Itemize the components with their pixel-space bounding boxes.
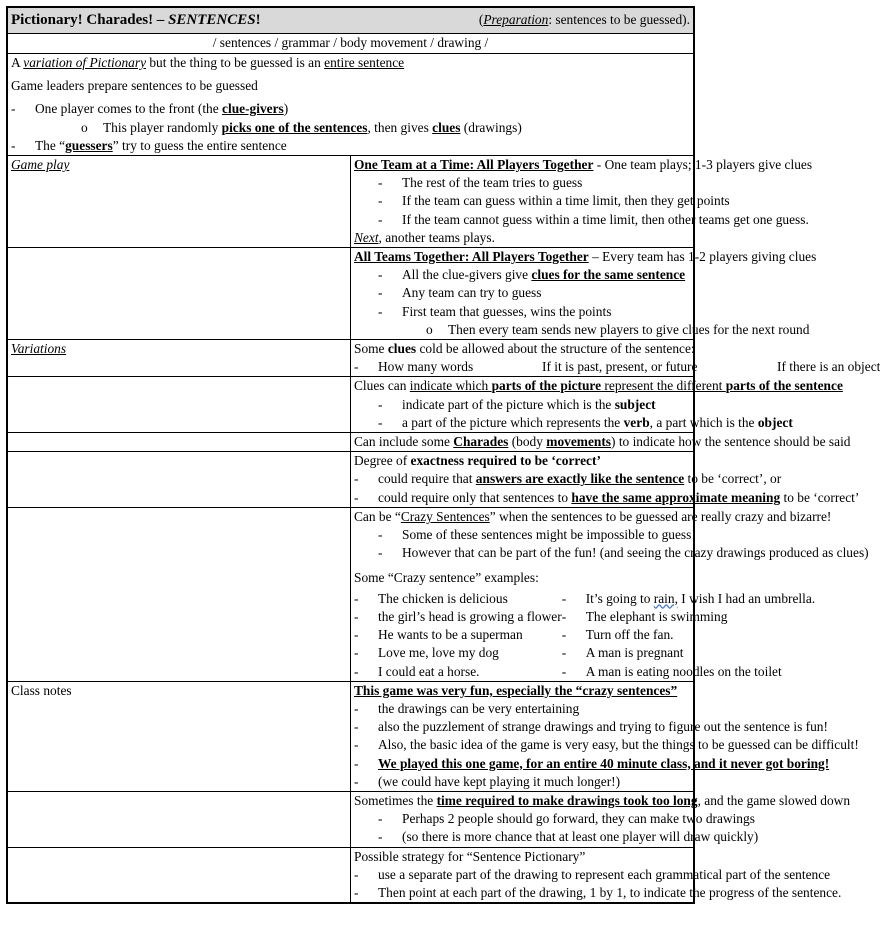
class-notes-label: Class notes (8, 681, 351, 791)
preparation-note: (Preparation: sentences to be guessed). (478, 12, 690, 27)
class-notes-fun: This game was very fun, especially the “crazy sentences” - the drawings can be very entertaining - also the puzzlement of strange drawings and trying to figure out the sentence is fun! - Also, the basic idea of the game is very easy, but the things to be guessed can be difficult! - We played this one game, for an entire 40 minute class, and it never got boring! - (we could have kept playing it much longer!) (351, 681, 694, 791)
list-item: - The elephant is swimming (561, 608, 728, 624)
list-item: - It’s going to rain, I wish I had an umbrella. (561, 590, 816, 606)
list-item: - Love me, love my dog (354, 645, 499, 661)
variation-charades: Can include some Charades (body movements) to indicate how the sentence should be said (351, 433, 694, 452)
variation-clues-structure: Some clues cold be allowed about the structure of the sentence: - How many words If it is past, present, or future If there is an object (351, 340, 694, 377)
document (6, 6, 880, 904)
class-notes-timing: Sometimes the time required to make drawings took too long, and the game slowed down - Perhaps 2 people should go forward, they can make two drawings - (so there is more chance that at least one player will draw quickly) (351, 791, 694, 847)
list-item: - the girl’s head is growing a flower (354, 608, 562, 624)
gameplay-label: Game play (8, 156, 351, 248)
class-notes-strategy: Possible strategy for “Sentence Pictionary” - use a separate part of the drawing to represent each grammatical part of the sentence - Then point at each part of the drawing, 1 by 1, to indicate the progress of the sentence. (351, 847, 694, 903)
list-item: - A man is eating noodles on the toilet (561, 663, 782, 679)
crazy-examples (354, 590, 816, 681)
tags-row: / sentences / grammar / body movement / drawing / (8, 34, 694, 54)
list-item: - He wants to be a superman (354, 627, 523, 643)
variation-picture-parts: Clues can indicate which parts of the picture represent the different parts of the sentence - indicate part of the picture which is the subject - a part of the picture which represents the verb, a part which is the object (351, 377, 694, 433)
list-item: - A man is pregnant (561, 645, 684, 661)
variations-label: Variations (8, 340, 351, 377)
variation-exactness: Degree of exactness required to be ‘correct’ - could require that answers are exactly like the sentence to be ‘correct’, or - could require only that sentences to have the same approximate meaning to be ‘correct’ (351, 452, 694, 508)
lesson-table (7, 7, 880, 903)
title-bar (8, 8, 694, 34)
list-item: - The chicken is delicious (354, 590, 508, 606)
variation-crazy-sentences: Can be “Crazy Sentences” when the sentences to be guessed are really crazy and bizarre! - Some of these sentences might be impossible to guess! - However that can be part of the fun! (and seeing the crazy drawings produced as clues) Some “Crazy sentence” examples: - The chicken is delicious - the girl’s head is growing a flower - He wants to be a superman - Love me, love my dog - I could eat a horse. - It’s going to rain, I wish I had an umbrella. - The elephant is swimming - Turn off the fan. - A man is pregnant - A man is eating noodles on the toilet (351, 507, 694, 681)
gameplay-one-team: One Team at a Time: All Players Together - One team plays; 1-3 players give clues - The rest of the team tries to guess - If the team can guess within a time limit, then they get points - If the team cannot guess within a time limit, then other teams get one guess. Next, another teams plays. (351, 156, 694, 248)
page-title: Pictionary! Charades! – SENTENCES! (11, 12, 261, 28)
gameplay-all-teams: All Teams Together: All Players Together – Every team has 1-2 players giving clues - All the clue-givers give clues for the same sentence - Any team can try to guess - First team that guesses, wins the points o Then every team sends new players to give clues for the next round (351, 248, 694, 340)
intro-section: A variation of Pictionary but the thing to be guessed is an entire sentence Game leaders prepare sentences to be guessed - One player comes to the front (the clue-givers) o This player randomly picks one of the sentences, then gives clues (drawings) - The “guessers” try to guess the entire sentence (8, 54, 694, 156)
list-item: - I could eat a horse. (354, 663, 480, 679)
list-item: - Turn off the fan. (561, 627, 674, 643)
